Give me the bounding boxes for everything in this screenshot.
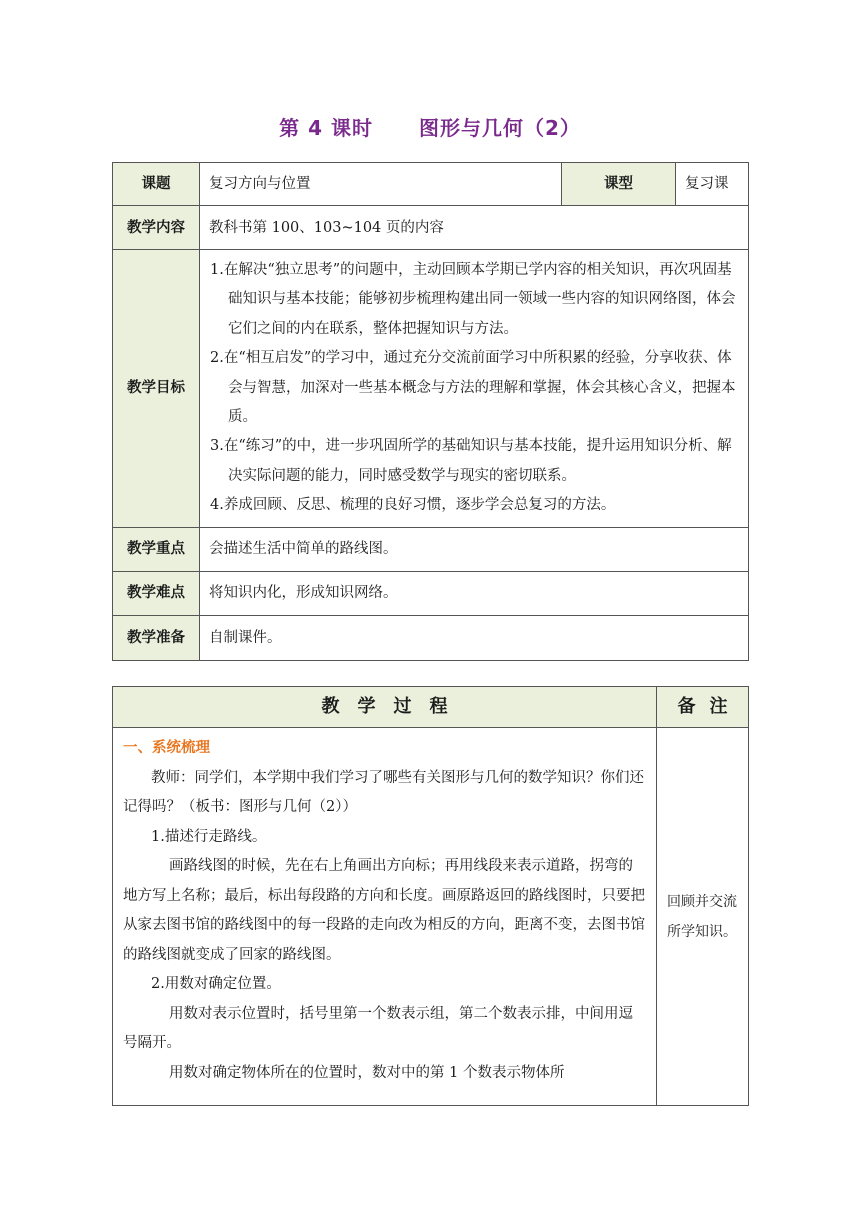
note-text: 回顾并交流所学知识。 <box>667 893 737 940</box>
type-label: 课型 <box>562 163 676 206</box>
section-heading: 一、系统梳理 <box>123 740 210 756</box>
process-header-text: 教学过程 <box>321 696 466 717</box>
list-item: 1.描述行走路线。 <box>151 828 267 845</box>
goal-item: 1.在解决“独立思考”的问题中，主动回顾本学期已学内容的相关知识，再次巩固基础知识与基本技能；能够初步梳理构建出同一领域一些内容的知识网络图，体会它们之间的内在联系，整体把握知识与方法。 <box>210 262 736 337</box>
content-label: 教学内容 <box>113 206 200 250</box>
difficulty-value: 将知识内化，形成知识网络。 <box>200 571 749 615</box>
lesson-number: 第 4 课时 <box>279 116 373 140</box>
teaching-process-table <box>112 686 749 1106</box>
notes-cell <box>657 728 749 1106</box>
preparation-value: 自制课件。 <box>200 615 749 660</box>
notes-header-text: 备注 <box>677 696 742 717</box>
paragraph: 画路线图的时候，先在右上角画出方向标；再用线段来表示道路，拐弯的地方写上名称；最后，标出每段路的方向和长度。画原路返回的路线图时，只要把从家去图书馆的路线图中的每一段路的走向改为相反的方向，距离不变，去图书馆的路线图就变成了回家的路线图。 <box>123 858 645 963</box>
lesson-topic: 图形与几何（2） <box>418 116 581 140</box>
process-header <box>113 687 657 728</box>
paragraph: 用数对确定物体所在的位置时，数对中的第 1 个数表示物体所 <box>169 1064 565 1081</box>
paragraph: 教师：同学们，本学期中我们学习了哪些有关图形与几何的数学知识？你们还记得吗？（板书：图形与几何（2）） <box>123 769 644 815</box>
topic-value: 复习方向与位置 <box>200 163 562 206</box>
key-point-value: 会描述生活中简单的路线图。 <box>200 527 749 571</box>
key-point-label: 教学重点 <box>113 527 200 571</box>
goal-item: 4.养成回顾、反思、梳理的良好习惯，逐步学会总复习的方法。 <box>210 497 616 514</box>
notes-header <box>657 687 749 728</box>
page-title <box>0 112 860 141</box>
goal-item: 3.在“练习”的中，进一步巩固所学的基础知识与基本技能，提升运用知识分析、解决实际问题的能力，同时感受数学与现实的密切联系。 <box>210 438 732 484</box>
preparation-label: 教学准备 <box>113 615 200 660</box>
goals-label: 教学目标 <box>113 250 200 528</box>
lesson-info-table <box>112 162 749 661</box>
topic-label: 课题 <box>113 163 200 206</box>
list-item: 2.用数对确定位置。 <box>151 976 281 992</box>
difficulty-label: 教学难点 <box>113 571 200 615</box>
process-body <box>113 728 657 1106</box>
type-value: 复习课 <box>676 163 749 206</box>
goals-cell <box>200 250 749 528</box>
content-value: 教科书第 100、103~104 页的内容 <box>200 206 749 250</box>
paragraph: 用数对表示位置时，括号里第一个数表示组，第二个数表示排，中间用逗号隔开。 <box>123 1005 633 1051</box>
goal-item: 2.在“相互启发”的学习中，通过充分交流前面学习中所积累的经验，分享收获、体会与智慧，加深对一些基本概念与方法的理解和掌握，体会其核心含义，把握本质。 <box>210 350 736 426</box>
